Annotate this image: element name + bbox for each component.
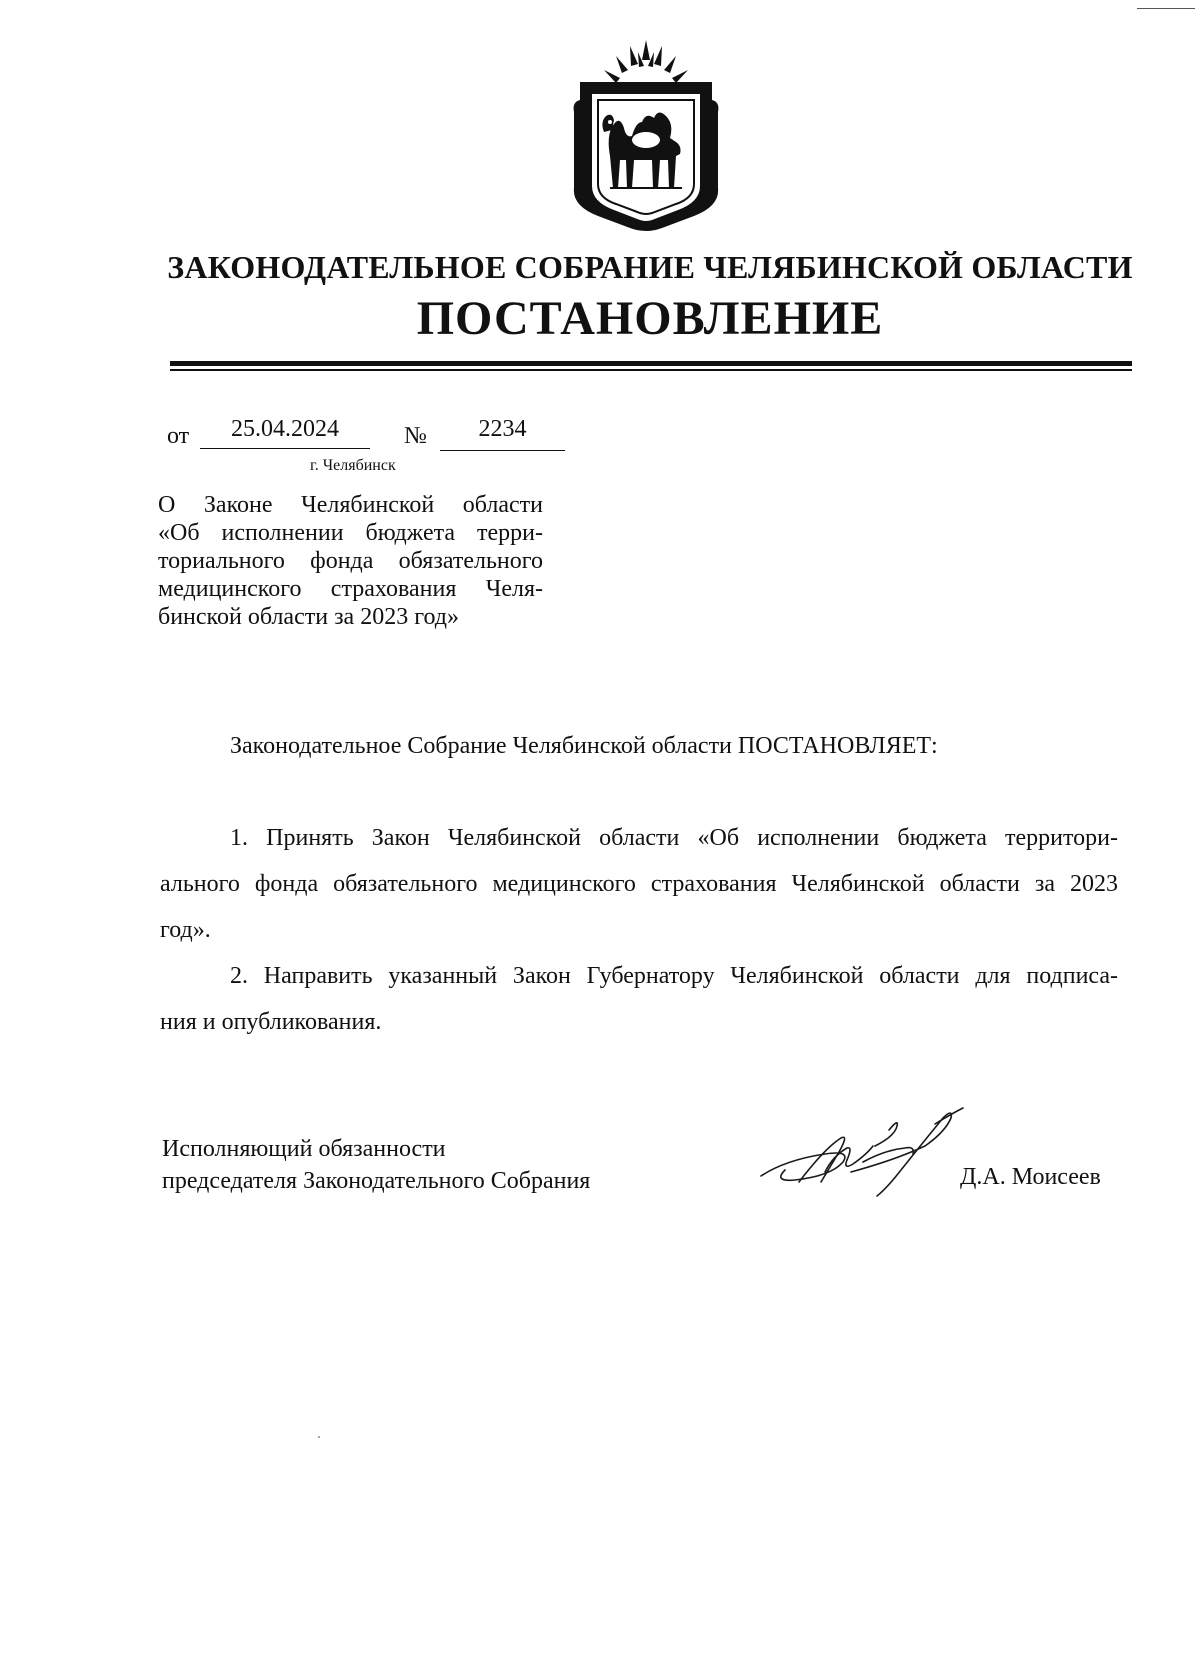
date-prefix: от — [167, 423, 190, 449]
number-underline — [440, 450, 565, 451]
document-date: 25.04.2024 — [231, 416, 339, 442]
document-subject — [158, 491, 543, 631]
subject-line: медицинского страхования Челя- — [158, 576, 543, 602]
handwritten-signature — [755, 1090, 985, 1200]
subject-line: О Законе Челябинской области — [158, 492, 543, 518]
resolution-item-2 — [160, 953, 1118, 1045]
preamble: Законодательное Собрание Челябинской области ПОСТАНОВЛЯЕТ: — [230, 733, 938, 759]
signatory-position-line: Исполняющий обязанности — [162, 1136, 446, 1162]
paragraph-line: 1. Принять Закон Челябинской области «Об исполнении бюджета территори- — [230, 825, 1118, 851]
paragraph-line: ального фонда обязательного медицинского страхования Челябинской области за 2023 — [160, 871, 1118, 897]
scan-corner-mark — [1137, 8, 1195, 9]
document-city: г. Челябинск — [310, 457, 396, 474]
document-number: 2234 — [478, 416, 527, 442]
signatory-name: Д.А. Моисеев — [960, 1164, 1101, 1190]
subject-line: ториального фонда обязательного — [158, 548, 543, 574]
scan-speck — [318, 1436, 320, 1438]
date-underline — [200, 448, 370, 449]
signatory-position-line: председателя Законодательного Собрания — [162, 1168, 591, 1194]
coat-of-arms-icon — [570, 38, 722, 234]
signatory-position — [162, 1133, 590, 1197]
document-type-title: ПОСТАНОВЛЕНИЕ — [416, 292, 884, 345]
organization-title: ЗАКОНОДАТЕЛЬНОЕ СОБРАНИЕ ЧЕЛЯБИНСКОЙ ОБЛАСТИ — [167, 249, 1133, 285]
paragraph-line: 2. Направить указанный Закон Губернатору Челябинской области для подписа- — [230, 963, 1118, 989]
subject-line: бинской области за 2023 год» — [158, 604, 459, 630]
paragraph-line: год». — [160, 917, 211, 943]
number-label: № — [404, 423, 427, 449]
header-divider-thin — [170, 369, 1132, 371]
resolution-item-1 — [160, 815, 1118, 953]
header-divider-thick — [170, 361, 1132, 366]
paragraph-line: ния и опубликования. — [160, 1009, 382, 1035]
subject-line: «Об исполнении бюджета терри- — [158, 520, 543, 546]
